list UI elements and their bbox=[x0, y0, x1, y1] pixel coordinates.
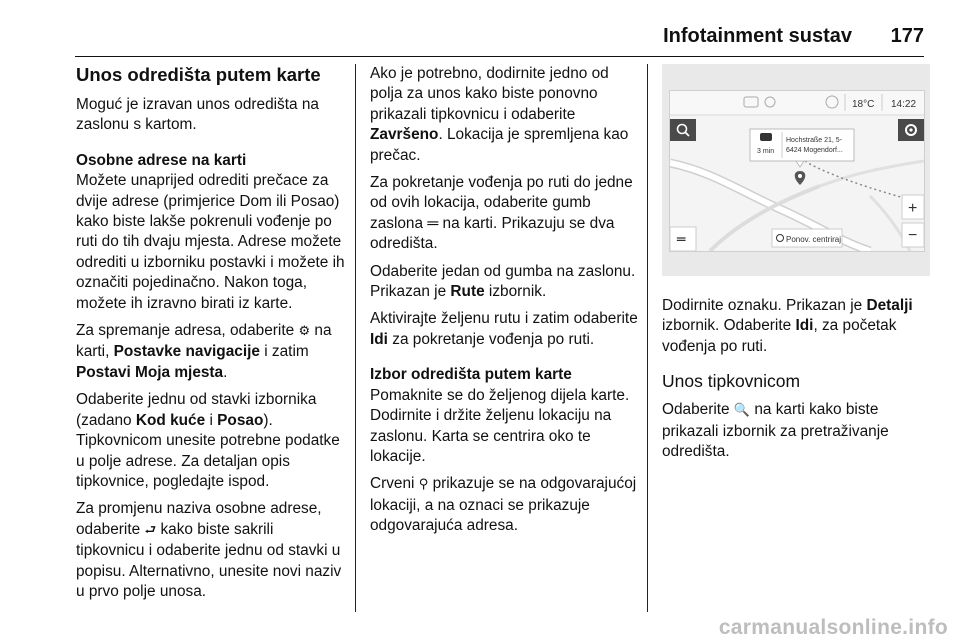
paragraph: Pomaknite se do željenog dijela karte. Dodirnite i držite željenu lokaciju na zaslonu. Karta se centrira oko te lokacije. bbox=[370, 386, 630, 465]
car-icon bbox=[760, 133, 772, 141]
intro-paragraph: Moguć je izravan unos odredišta na zaslonu s kartom. bbox=[76, 96, 319, 134]
paragraph: Odaberite 🔍 na karti kako biste prikazali izbornik za pretraživanje odredišta. bbox=[662, 401, 889, 461]
eta: 3 min bbox=[757, 148, 775, 155]
svg-text:−: − bbox=[908, 227, 918, 244]
column-divider bbox=[355, 64, 356, 612]
settings-icon: ⚙ bbox=[298, 324, 311, 340]
paragraph: Aktivirajte željenu rutu i zatim odaberite Idi za pokretanje vođenja po ruti. bbox=[370, 310, 638, 348]
map-drawing bbox=[670, 91, 924, 251]
temperature: 18°C bbox=[852, 99, 875, 110]
watermark: carmanualsonline.info bbox=[718, 616, 948, 639]
clock: 14:22 bbox=[891, 99, 917, 110]
column-divider bbox=[647, 64, 648, 612]
address-line: Hochstraße 21, 5- bbox=[786, 137, 843, 144]
paragraph: Možete unaprijed odrediti prečace za dvije adrese (primjerice Dom ili Posao) kako biste lakše pokrenuli vođenje po ruti do tih dvaju mjesta. Adrese možete odrediti u izborniku postavki i možete ih označiti pojedinačno. Nakon toga, možete ih izravno birati iz karte. bbox=[76, 172, 345, 312]
paragraph: Za promjenu naziva osobne adrese, odaberite ⮐ kako biste sakrili tipkovnicu i odaberite jednu od stavki u popisu. Alternativno, unesite novi naziv u prvo polje unosa. bbox=[76, 500, 342, 600]
svg-text:Ponov. centriraj: Ponov. centriraj bbox=[786, 235, 841, 244]
map-pin-icon: ⚲ bbox=[418, 477, 429, 493]
paragraph: Crveni ⚲ prikazuje se na odgovarajućoj lokaciji, a na oznaci se prikazuje odgovarajuća adresa. bbox=[370, 475, 637, 535]
column-middle bbox=[370, 64, 638, 544]
subheading: Unos tipkovnicom bbox=[662, 371, 801, 392]
map-screenshot bbox=[662, 64, 930, 276]
section-heading: Unos odredišta putem karte bbox=[76, 64, 321, 85]
page-number: 177 bbox=[890, 25, 924, 47]
page-header bbox=[75, 22, 924, 57]
search-button[interactable] bbox=[670, 119, 696, 141]
paragraph: Ako je potrebno, dodirnite jedno od polja za unos kako biste ponovno prikazali tipkovnicu i odaberite Završeno. Lokacija je spremljena kao prečac. bbox=[370, 65, 629, 164]
subheading: Izbor odredišta putem karte bbox=[370, 366, 572, 384]
paragraph: Dodirnite oznaku. Prikazan je Detalji izbornik. Odaberite Idi, za početak vođenja po ruti. bbox=[662, 297, 913, 355]
hide-keyboard-icon: ⮐ bbox=[144, 522, 157, 538]
subheading: Osobne adrese na karti bbox=[76, 151, 247, 169]
column-left bbox=[76, 64, 346, 609]
infotainment-screen bbox=[669, 90, 925, 252]
paragraph: Odaberite jedan od gumba na zaslonu. Prikazan je Rute izbornik. bbox=[370, 262, 636, 301]
section-title: Infotainment sustav bbox=[663, 25, 852, 47]
address-line: 6424 Mogendorf... bbox=[786, 147, 843, 154]
paragraph: Za spremanje adresa, odaberite ⚙ na karti, Postavke navigacije i zatim Postavi Moja mjesta. bbox=[76, 322, 332, 381]
svg-text:═: ═ bbox=[677, 232, 686, 248]
search-icon: 🔍 bbox=[733, 403, 751, 419]
svg-text:+: + bbox=[908, 200, 918, 217]
paragraph: Za pokretanje vođenja po ruti do jedne od ovih lokacija, odaberite gumb zaslona ═ na karti. Prikazuju se dva odredišta. bbox=[370, 174, 633, 253]
paragraph: Odaberite jednu od stavki izbornika (zadano Kod kuće i Posao). Tipkovnicom unesite potrebne podatke u polje adrese. Za detaljan opis tipkovnice, pogledajte ispod. bbox=[76, 391, 340, 490]
column-right bbox=[662, 64, 930, 469]
